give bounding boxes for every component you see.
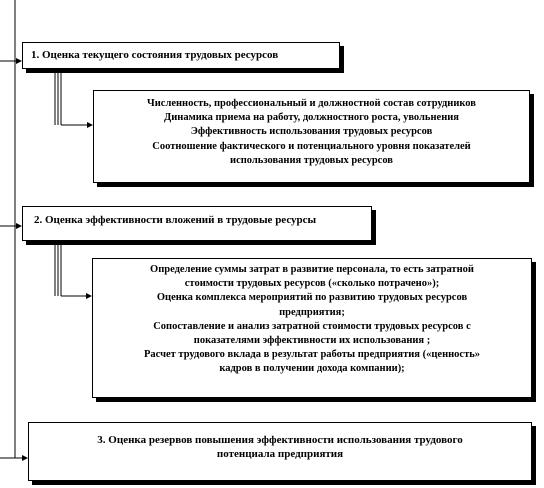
step3-title-line: 3. Оценка резервов повышения эффективности использования трудового	[97, 434, 463, 446]
step2-title: 2. Оценка эффективности вложений в трудовые ресурсы	[34, 214, 317, 226]
step2-detail-line: Определение суммы затрат в развитие персонала, то есть затратной	[150, 264, 474, 275]
connector-step1-detail	[55, 73, 93, 128]
step1-title: 1. Оценка текущего состояния трудовых ресурсов	[31, 49, 279, 61]
connector-step2-detail	[55, 244, 92, 299]
step1-detail-text	[94, 91, 529, 168]
step2-detail-line: Расчет трудового вклада в результат работы предприятия («ценность»	[143, 349, 481, 361]
step2-detail-line: предприятия;	[279, 306, 345, 318]
step1-detail-line: использования трудовых ресурсов	[230, 154, 393, 166]
step2-detail-line: Оценка комплекса мероприятий по развитию трудовых ресурсов	[156, 292, 468, 304]
step1-detail-line: Динамика приема на работу, должностного роста, увольнения	[164, 112, 459, 124]
step3-title-line: потенциала предприятия	[216, 448, 344, 461]
step1-detail-box	[93, 90, 530, 183]
step2-detail-line: Сопоставление и анализ затратной стоимости трудовых ресурсов с	[153, 320, 471, 332]
step2-detail-line: показателями эффективности их использования ;	[193, 335, 431, 347]
step2-detail-line: кадров в получении дохода компании);	[219, 363, 405, 375]
step1-detail-line: Соотношение фактического и потенциального уровня показателей	[152, 140, 471, 152]
step2-detail-text	[93, 259, 531, 377]
step1-detail-line: Эффективность использования трудовых ресурсов	[190, 126, 433, 138]
step2-detail-line: стоимости трудовых ресурсов («сколько потрачено»);	[184, 278, 440, 290]
step2-box	[22, 206, 372, 241]
step2-detail-box	[92, 258, 532, 398]
step1-box	[22, 42, 340, 69]
step3-title	[29, 423, 531, 461]
step1-detail-line: Численность, профессиональный и должностной состав сотрудников	[147, 98, 476, 109]
step3-box	[28, 422, 532, 481]
